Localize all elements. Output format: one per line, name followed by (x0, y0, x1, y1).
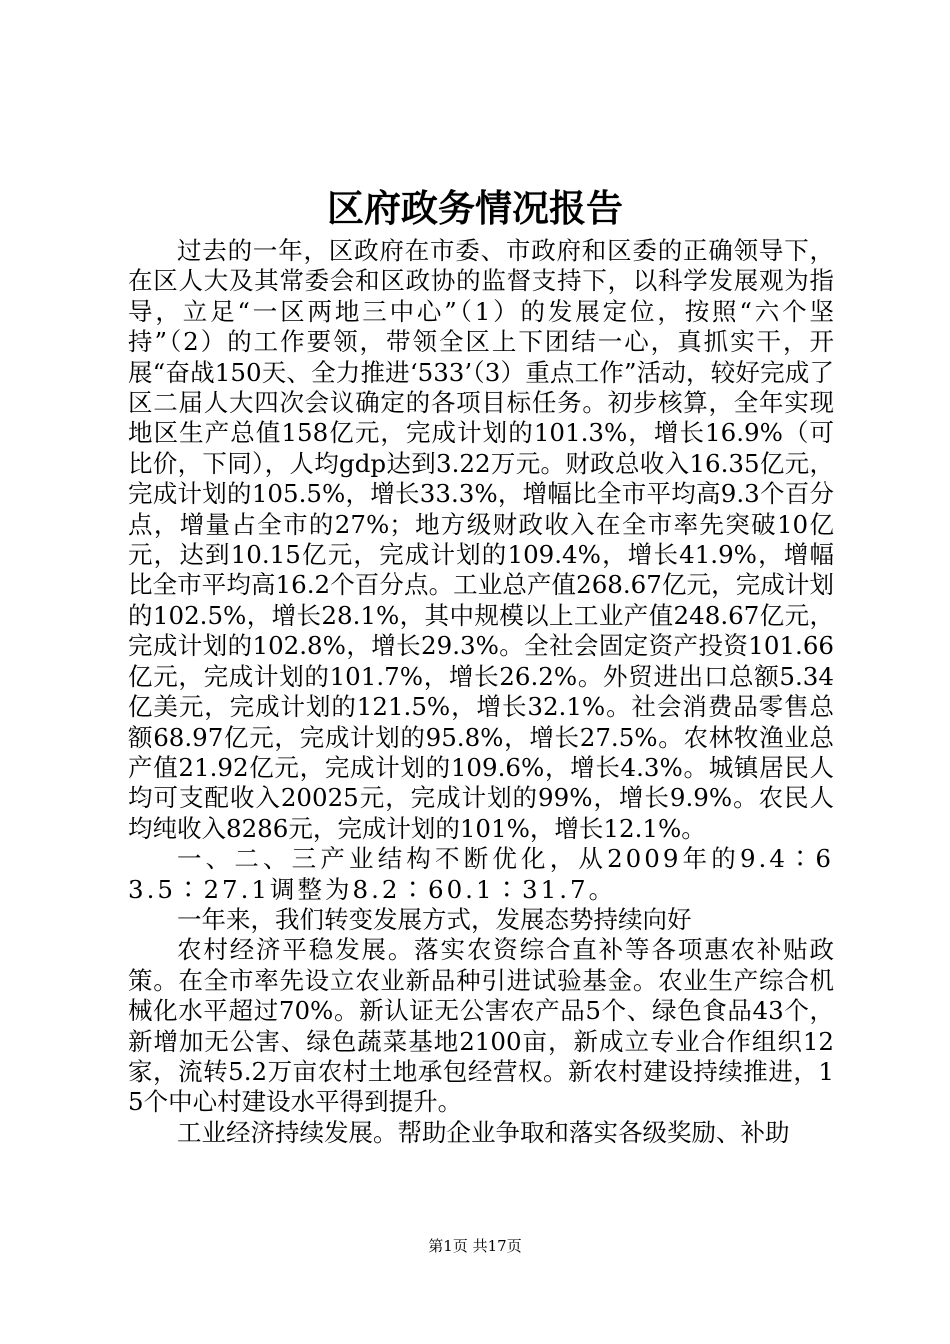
paragraph-section-heading: 一年来，我们转变发展方式，发展态势持续向好 (177, 904, 692, 934)
paragraph-industry-structure: 一、二、三产业结构不断优化，从2009年的9.4∶63.5∶27.1调整为8.2∶60.1∶31.7。 (128, 844, 834, 904)
paragraph-rural-economy: 农村经济平稳发展。落实农资综合直补等各项惠农补贴政策。在全市率先设立农业新品种引进试验基金。农业生产综合机械化水平超过70%。新认证无公害农产品5个、绿色食品43个，新增加无公害、绿色蔬菜基地2100亩，新成立专业合作组织12家，流转5.2万亩农村土地承包经营权。新农村建设持续推进，15个中心村建设水平得到提升。 (128, 935, 834, 1117)
paragraph-industrial-economy: 工业经济持续发展。帮助企业争取和落实各级奖励、补助 (177, 1117, 790, 1147)
document-title: 区府政务情况报告 (327, 186, 623, 230)
document-body (128, 236, 834, 1148)
page-footer: 第1页 共17页 (428, 1237, 522, 1255)
paragraph-summary: 过去的一年，区政府在市委、市政府和区委的正确领导下，在区人大及其常委会和区政协的监督支持下，以科学发展观为指导，立足“一区两地三中心”（1）的发展定位，按照“六个坚持”（2）的工作要领，带领全区上下团结一心，真抓实干，开展“奋战150天、全力推进‘533’（3）重点工作”活动，较好完成了区二届人大四次会议确定的各项目标任务。初步核算，全年实现地区生产总值158亿元，完成计划的101.3%，增长16.9%（可比价，下同），人均gdp达到3.22万元。财政总收入16.35亿元，完成计划的105.5%，增长33.3%，增幅比全市平均高9.3个百分点，增量占全市的27%；地方级财政收入在全市率先突破10亿元，达到10.15亿元，完成计划的109.4%，增长41.9%，增幅比全市平均高16.2个百分点。工业总产值268.67亿元，完成计划的102.5%，增长28.1%，其中规模以上工业产值248.67亿元，完成计划的102.8%，增长29.3%。全社会固定资产投资101.66亿元，完成计划的101.7%，增长26.2%。外贸进出口总额5.34亿美元，完成计划的121.5%，增长32.1%。社会消费品零售总额68.97亿元，完成计划的95.8%，增长27.5%。农林牧渔业总产值21.92亿元，完成计划的109.6%，增长4.3%。城镇居民人均可支配收入20025元，完成计划的99%，增长9.9%。农民人均纯收入8286元，完成计划的101%，增长12.1%。 (128, 236, 834, 843)
